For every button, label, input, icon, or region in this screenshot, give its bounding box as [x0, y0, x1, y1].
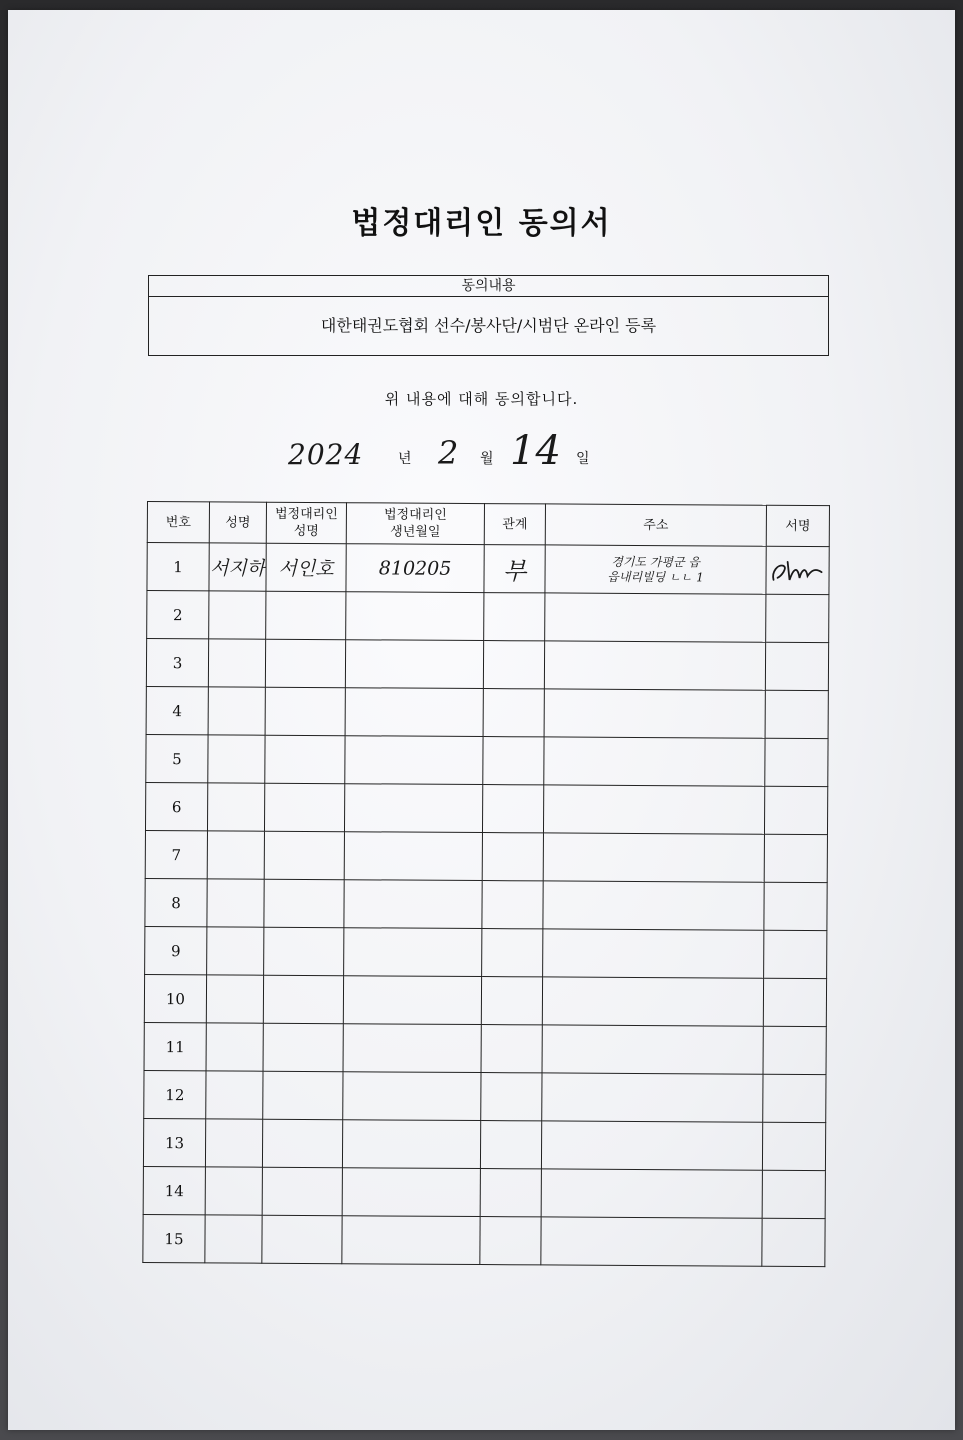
row-signature-cell — [766, 546, 829, 594]
table-row — [146, 734, 828, 786]
handwritten-signature-icon — [767, 553, 827, 587]
document-title: 법정대리인 동의서 — [351, 206, 612, 241]
table-row — [145, 830, 827, 882]
row-address-line1: 경기도 가평군 읍 — [611, 554, 701, 569]
row-number: 9 — [145, 926, 207, 974]
table-row — [146, 686, 828, 738]
table-row — [143, 1118, 825, 1170]
row-number: 11 — [144, 1022, 206, 1070]
row-guardian-name-handwritten: 서인호 — [266, 543, 346, 591]
header-guardian-birth-line1: 법정대리인 — [383, 507, 447, 523]
row-number: 6 — [145, 782, 207, 830]
guardian-consent-table — [142, 501, 830, 1267]
consent-box — [148, 275, 829, 356]
header-guardian-name-line1: 법정대리인 — [274, 506, 338, 523]
row-number: 3 — [146, 639, 208, 687]
table-row — [143, 1214, 825, 1266]
date-year-unit: 년 — [398, 451, 412, 467]
table-row — [146, 639, 828, 691]
header-address: 주소 — [545, 504, 766, 546]
row-number: 13 — [143, 1118, 205, 1166]
table-row — [147, 543, 829, 595]
consent-content: 대한태권도협회 선수/봉사단/시범단 온라인 등록 — [320, 316, 657, 335]
header-guardian-birth-line2: 생년월일 — [390, 524, 441, 540]
header-guardian-birth — [346, 503, 484, 545]
header-relation: 관계 — [484, 504, 545, 545]
table-row — [144, 1070, 826, 1122]
table-header-row — [147, 502, 829, 547]
row-number: 7 — [145, 830, 207, 878]
table-row — [145, 878, 827, 930]
date-day-handwritten: 14 — [510, 428, 561, 474]
date-year-handwritten: 2024 — [288, 438, 364, 471]
row-number: 10 — [144, 974, 206, 1022]
row-number: 2 — [147, 591, 209, 639]
row-address-handwritten — [545, 545, 766, 594]
row-relation-handwritten: 부 — [484, 545, 545, 593]
table-row — [144, 974, 826, 1026]
table-row — [145, 926, 827, 978]
document-page — [8, 10, 955, 1430]
header-guardian-name-line2: 성명 — [293, 523, 319, 540]
row-number: 12 — [144, 1070, 206, 1118]
date-month-unit: 월 — [480, 451, 494, 467]
header-guardian-name — [266, 502, 346, 543]
agreement-statement: 위 내용에 대해 동의합니다. — [384, 390, 579, 408]
header-name: 성명 — [209, 502, 266, 543]
row-number: 1 — [147, 543, 209, 591]
date-line — [288, 428, 628, 484]
row-guardian-birth-handwritten: 810205 — [346, 544, 484, 593]
row-address-line2: 읍내리빌딩 ㄴㄴ 1 — [607, 569, 704, 584]
table-row — [144, 1022, 826, 1074]
header-number: 번호 — [147, 502, 209, 543]
row-number: 15 — [143, 1214, 205, 1262]
table-row — [145, 782, 827, 834]
row-name-handwritten: 서지하 — [209, 543, 266, 591]
row-number: 5 — [146, 734, 208, 782]
header-signature: 서명 — [766, 505, 829, 546]
consent-header: 동의내용 — [149, 276, 828, 297]
date-day-unit: 일 — [576, 451, 590, 467]
table-row — [147, 591, 829, 643]
row-number: 14 — [143, 1166, 205, 1214]
date-month-handwritten: 2 — [438, 434, 459, 472]
table-row — [143, 1166, 825, 1218]
row-number: 8 — [145, 878, 207, 926]
row-number: 4 — [146, 686, 208, 734]
